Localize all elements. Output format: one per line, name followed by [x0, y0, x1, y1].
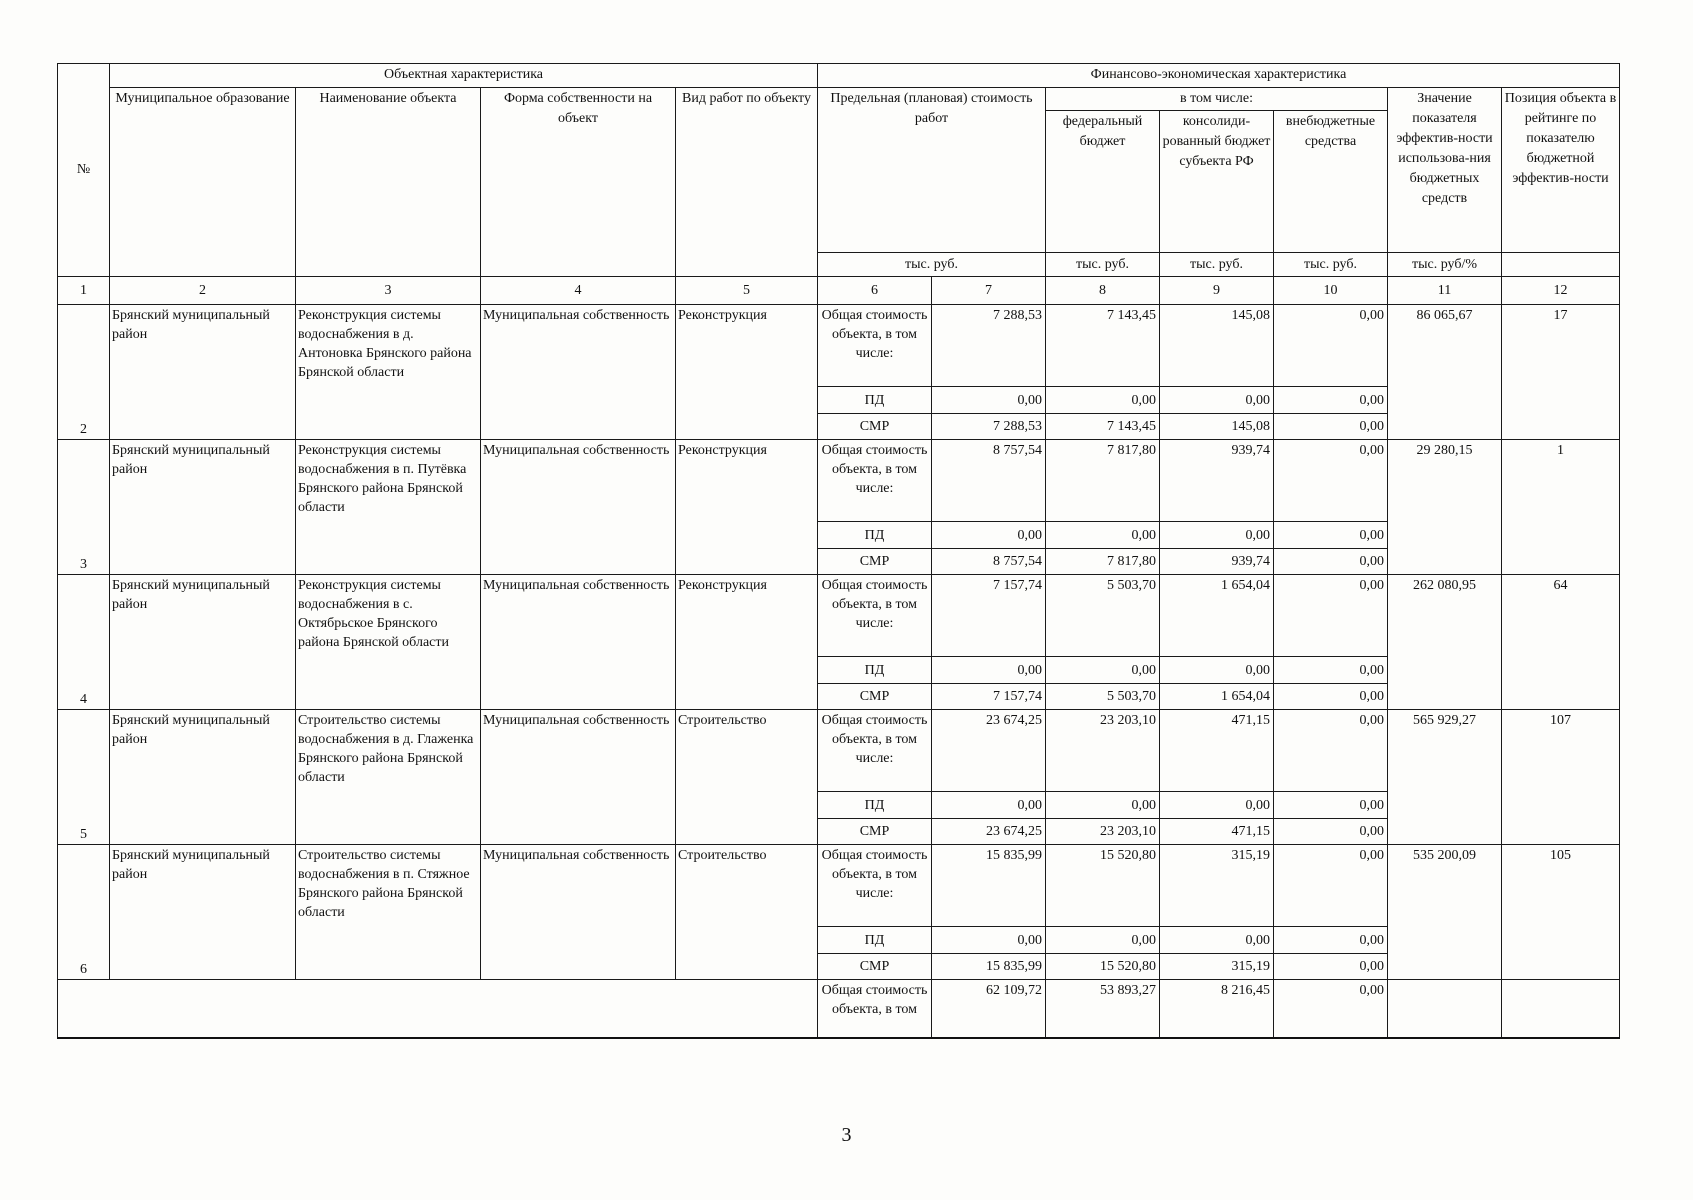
- row-total-label: Общая стоимость объекта, в том числе:: [818, 575, 932, 657]
- row-total-cost: 8 757,54: [932, 440, 1046, 522]
- header-object-group: Объектная характеристика: [110, 64, 818, 88]
- page-number: 3: [841, 1124, 852, 1146]
- row-smr-cost: 7 157,74: [932, 684, 1046, 710]
- row-total-cost: 7 288,53: [932, 305, 1046, 387]
- row-pd-federal: 0,00: [1046, 792, 1160, 819]
- row-municipal: Брянский муниципальный район: [110, 440, 296, 575]
- row-total-consolidated: 1 654,04: [1160, 575, 1274, 657]
- unit-federal: тыс. руб.: [1046, 253, 1160, 277]
- row-municipal: Брянский муниципальный район: [110, 710, 296, 845]
- row-smr-federal: 23 203,10: [1046, 819, 1160, 845]
- row-worktype: Строительство: [676, 845, 818, 980]
- row-smr-extrabudget: 0,00: [1274, 414, 1388, 440]
- row-ownership: Муниципальная собственность: [481, 440, 676, 575]
- row-smr-extrabudget: 0,00: [1274, 684, 1388, 710]
- row-pd-label: ПД: [818, 657, 932, 684]
- row-pd-consolidated: 0,00: [1160, 927, 1274, 954]
- row-ownership: Муниципальная собственность: [481, 575, 676, 710]
- row-worktype: Строительство: [676, 710, 818, 845]
- column-number: 2: [110, 277, 296, 305]
- row-total-consolidated: 315,19: [1160, 845, 1274, 927]
- summary-row: [58, 980, 1620, 1038]
- header-finance-group: Финансово-экономическая характеристика: [818, 64, 1620, 88]
- column-number: 11: [1388, 277, 1502, 305]
- row-smr-label: СМР: [818, 549, 932, 575]
- header-including: в том числе:: [1046, 88, 1388, 111]
- header-extrabudget: внебюджетные средства: [1274, 111, 1388, 253]
- row-efficiency: 262 080,95: [1388, 575, 1502, 710]
- column-number: 9: [1160, 277, 1274, 305]
- header-federal: федеральный бюджет: [1046, 111, 1160, 253]
- row-smr-cost: 15 835,99: [932, 954, 1046, 980]
- summary-efficiency-empty: [1388, 980, 1502, 1038]
- row-number: 5: [58, 710, 110, 845]
- row-smr-extrabudget: 0,00: [1274, 819, 1388, 845]
- row-smr-cost: 23 674,25: [932, 819, 1046, 845]
- row-pd-label: ПД: [818, 927, 932, 954]
- summary-blank: [58, 980, 818, 1038]
- column-numbers-row: [58, 277, 1620, 305]
- column-number: 5: [676, 277, 818, 305]
- table-row: [58, 305, 1620, 387]
- row-municipal: Брянский муниципальный район: [110, 845, 296, 980]
- row-smr-consolidated: 145,08: [1160, 414, 1274, 440]
- row-worktype: Реконструкция: [676, 575, 818, 710]
- row-pd-cost: 0,00: [932, 792, 1046, 819]
- row-worktype: Реконструкция: [676, 305, 818, 440]
- header-rating: Позиция объекта в рейтинге по показателю бюджетной эффектив-ности: [1502, 88, 1620, 253]
- row-smr-federal: 15 520,80: [1046, 954, 1160, 980]
- row-total-federal: 15 520,80: [1046, 845, 1160, 927]
- row-total-label: Общая стоимость объекта, в том числе:: [818, 440, 932, 522]
- row-efficiency: 29 280,15: [1388, 440, 1502, 575]
- row-efficiency: 565 929,27: [1388, 710, 1502, 845]
- row-smr-extrabudget: 0,00: [1274, 549, 1388, 575]
- row-smr-consolidated: 939,74: [1160, 549, 1274, 575]
- row-efficiency: 86 065,67: [1388, 305, 1502, 440]
- row-total-federal: 5 503,70: [1046, 575, 1160, 657]
- summary-extrabudget: 0,00: [1274, 980, 1388, 1038]
- row-pd-cost: 0,00: [932, 657, 1046, 684]
- unit-efficiency: тыс. руб/%: [1388, 253, 1502, 277]
- header-name: Наименование объекта: [296, 88, 481, 277]
- row-smr-label: СМР: [818, 684, 932, 710]
- row-pd-consolidated: 0,00: [1160, 792, 1274, 819]
- row-rating: 107: [1502, 710, 1620, 845]
- row-total-cost: 15 835,99: [932, 845, 1046, 927]
- row-total-label: Общая стоимость объекта, в том числе:: [818, 710, 932, 792]
- row-pd-extrabudget: 0,00: [1274, 657, 1388, 684]
- column-number: 3: [296, 277, 481, 305]
- row-number: 3: [58, 440, 110, 575]
- row-ownership: Муниципальная собственность: [481, 845, 676, 980]
- row-smr-label: СМР: [818, 819, 932, 845]
- row-total-extrabudget: 0,00: [1274, 575, 1388, 657]
- row-smr-extrabudget: 0,00: [1274, 954, 1388, 980]
- row-total-label: Общая стоимость объекта, в том числе:: [818, 305, 932, 387]
- column-number: 1: [58, 277, 110, 305]
- row-total-federal: 7 817,80: [1046, 440, 1160, 522]
- row-pd-extrabudget: 0,00: [1274, 927, 1388, 954]
- row-total-extrabudget: 0,00: [1274, 305, 1388, 387]
- row-ownership: Муниципальная собственность: [481, 710, 676, 845]
- row-pd-consolidated: 0,00: [1160, 657, 1274, 684]
- row-pd-label: ПД: [818, 387, 932, 414]
- column-number: 8: [1046, 277, 1160, 305]
- row-pd-federal: 0,00: [1046, 387, 1160, 414]
- row-worktype: Реконструкция: [676, 440, 818, 575]
- row-pd-federal: 0,00: [1046, 927, 1160, 954]
- unit-extrabudget: тыс. руб.: [1274, 253, 1388, 277]
- summary-cost: 62 109,72: [932, 980, 1046, 1038]
- row-pd-cost: 0,00: [932, 387, 1046, 414]
- header-efficiency: Значение показателя эффектив-ности использова-ния бюджетных средств: [1388, 88, 1502, 253]
- row-object-name: Реконструкция системы водоснабжения в с. Октябрьское Брянского района Брянской области: [296, 575, 481, 710]
- row-smr-cost: 7 288,53: [932, 414, 1046, 440]
- row-object-name: Реконструкция системы водоснабжения в д. Антоновка Брянского района Брянской области: [296, 305, 481, 440]
- column-number: 10: [1274, 277, 1388, 305]
- header-municipal: Муниципальное образование: [110, 88, 296, 277]
- row-smr-label: СМР: [818, 954, 932, 980]
- header-cost: Предельная (плановая) стоимость работ: [818, 88, 1046, 253]
- row-pd-label: ПД: [818, 792, 932, 819]
- row-total-cost: 7 157,74: [932, 575, 1046, 657]
- unit-cost: тыс. руб.: [818, 253, 1046, 277]
- summary-federal: 53 893,27: [1046, 980, 1160, 1038]
- row-pd-consolidated: 0,00: [1160, 522, 1274, 549]
- row-total-cost: 23 674,25: [932, 710, 1046, 792]
- header-consolidated: консолиди-рованный бюджет субъекта РФ: [1160, 111, 1274, 253]
- row-smr-consolidated: 315,19: [1160, 954, 1274, 980]
- row-number: 4: [58, 575, 110, 710]
- row-municipal: Брянский муниципальный район: [110, 305, 296, 440]
- header-worktype: Вид работ по объекту: [676, 88, 818, 277]
- row-total-extrabudget: 0,00: [1274, 440, 1388, 522]
- row-total-consolidated: 939,74: [1160, 440, 1274, 522]
- row-total-extrabudget: 0,00: [1274, 845, 1388, 927]
- row-rating: 105: [1502, 845, 1620, 980]
- column-number: 12: [1502, 277, 1620, 305]
- row-pd-cost: 0,00: [932, 927, 1046, 954]
- row-pd-extrabudget: 0,00: [1274, 522, 1388, 549]
- header-ownership: Форма собственности на объект: [481, 88, 676, 277]
- row-smr-label: СМР: [818, 414, 932, 440]
- summary-rating-empty: [1502, 980, 1620, 1038]
- row-rating: 1: [1502, 440, 1620, 575]
- column-number: 7: [932, 277, 1046, 305]
- row-municipal: Брянский муниципальный район: [110, 575, 296, 710]
- row-smr-federal: 7 143,45: [1046, 414, 1160, 440]
- row-smr-consolidated: 1 654,04: [1160, 684, 1274, 710]
- row-efficiency: 535 200,09: [1388, 845, 1502, 980]
- summary-total-label: Общая стоимость объекта, в том: [818, 980, 932, 1038]
- column-number: 4: [481, 277, 676, 305]
- row-rating: 17: [1502, 305, 1620, 440]
- row-pd-extrabudget: 0,00: [1274, 792, 1388, 819]
- row-ownership: Муниципальная собственность: [481, 305, 676, 440]
- row-total-extrabudget: 0,00: [1274, 710, 1388, 792]
- row-smr-cost: 8 757,54: [932, 549, 1046, 575]
- row-smr-federal: 7 817,80: [1046, 549, 1160, 575]
- objects-table: [57, 63, 1620, 1039]
- header-num: №: [58, 64, 110, 277]
- row-number: 2: [58, 305, 110, 440]
- row-pd-cost: 0,00: [932, 522, 1046, 549]
- row-pd-consolidated: 0,00: [1160, 387, 1274, 414]
- unit-rating-empty: [1502, 253, 1620, 277]
- table-row: [58, 845, 1620, 927]
- row-total-federal: 23 203,10: [1046, 710, 1160, 792]
- table-row: [58, 710, 1620, 792]
- row-rating: 64: [1502, 575, 1620, 710]
- row-object-name: Строительство системы водоснабжения в п. Стяжное Брянского района Брянской области: [296, 845, 481, 980]
- column-number: 6: [818, 277, 932, 305]
- row-pd-label: ПД: [818, 522, 932, 549]
- row-smr-consolidated: 471,15: [1160, 819, 1274, 845]
- row-object-name: Реконструкция системы водоснабжения в п. Путёвка Брянского района Брянской области: [296, 440, 481, 575]
- document-sheet: [57, 63, 1620, 1039]
- row-pd-federal: 0,00: [1046, 522, 1160, 549]
- unit-consolidated: тыс. руб.: [1160, 253, 1274, 277]
- row-pd-federal: 0,00: [1046, 657, 1160, 684]
- row-total-consolidated: 145,08: [1160, 305, 1274, 387]
- table-row: [58, 440, 1620, 522]
- row-total-federal: 7 143,45: [1046, 305, 1160, 387]
- row-object-name: Строительство системы водоснабжения в д. Глаженка Брянского района Брянской области: [296, 710, 481, 845]
- row-total-label: Общая стоимость объекта, в том числе:: [818, 845, 932, 927]
- summary-consolidated: 8 216,45: [1160, 980, 1274, 1038]
- table-row: [58, 575, 1620, 657]
- row-smr-federal: 5 503,70: [1046, 684, 1160, 710]
- row-total-consolidated: 471,15: [1160, 710, 1274, 792]
- row-number: 6: [58, 845, 110, 980]
- row-pd-extrabudget: 0,00: [1274, 387, 1388, 414]
